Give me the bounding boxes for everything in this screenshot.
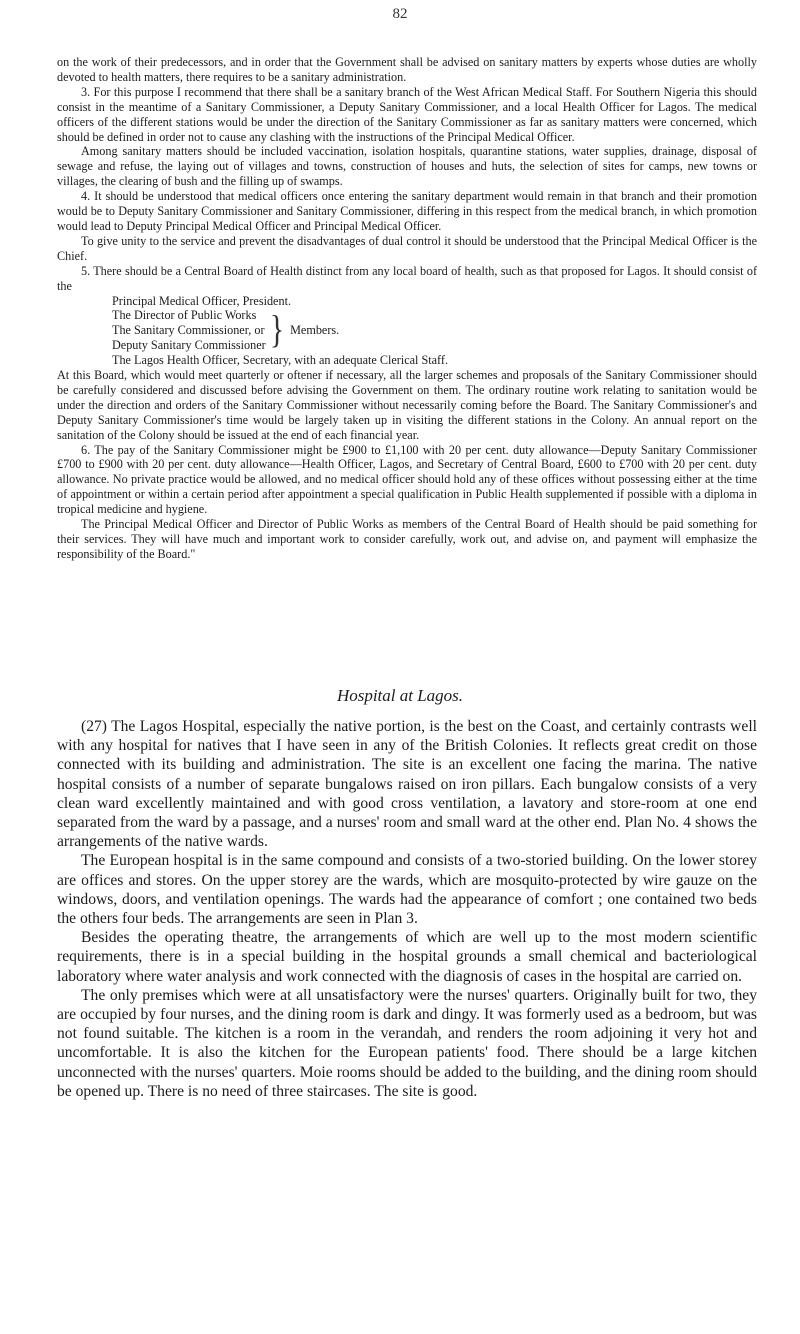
board-members-label: Members. — [290, 323, 340, 338]
board-members-group — [112, 308, 757, 353]
page-number: 82 — [392, 6, 408, 22]
board-secretary: The Lagos Health Officer, Secretary, with an adequate Clerical Staff. — [112, 353, 448, 368]
board-composition-list — [112, 294, 757, 369]
paragraph-5-board-duties: At this Board, which would meet quarterly or oftener if necessary, all the larger schemes and proposals of the Sanitary Commissioner should be carefully considered and discussed before advising the Government on them. The ordinary routine work relating to sanitation would be under the direction and orders of the Sanitary Commissioner without necessarily coming before the Board. The Sanitary Commissioner's and Deputy Sanitary Commissioner's time would be largely taken up in visiting the different stations in the Colony. An annual report on the sanitation of the Colony should be issued at the end of each financial year. — [57, 368, 757, 442]
paragraph-5: 5. There should be a Central Board of Health distinct from any local board of health, such as that proposed for Lagos. It should consist of the — [57, 263, 757, 293]
board-member-public-works: The Director of Public Works — [112, 308, 257, 323]
paragraph-3-sanitary-matters: Among sanitary matters should be included vaccination, isolation hospitals, quarantine stations, water supplies, drainage, disposal of sewage and refuse, the laying out of villages and towns, construction of houses and huts, the selection of sites for camps, new towns or villages, the clearing of bush and the filling up of swamps. — [57, 144, 757, 189]
paragraph-6: 6. The pay of the Sanitary Commissioner might be £900 to £1,100 with 20 per cent. duty allowance—Deputy Sanitary Commissioner £700 to £900 with 20 per cent. duty allowance—Health Officer, Lagos, and Secretary of Central Board, £600 to £700 with 20 per cent. duty allowance. No private practice would be allowed, and no medical officer should hold any of these offices without possessing either at the time of appointment or within a certain period after appointment a special qualification in Public Health supplemented if possible with a diploma in tropical medicine and hygiene. — [57, 442, 757, 517]
paragraph-european-hospital: The European hospital is in the same compound and consists of a two-storied building. On the lower storey are offices and stores. On the upper storey are the wards, which are mosquito-protected by wire gauze on the windows, doors, and ventilation openings. The wards had the appearance of comfort ; one contained two beds the others four beds. The arrangements are seen in Plan 3. — [57, 852, 757, 928]
brace-icon: } — [269, 308, 285, 352]
paragraph-intro: on the work of their predecessors, and in order that the Government shall be advised on sanitary matters by experts whose duties are wholly devoted to health matters, there requires to be a sanitary administration. — [57, 55, 757, 84]
paragraph-6-payment: The Principal Medical Officer and Director of Public Works as members of the Central Board of Health should be paid something for their services. They will have much and important work to consider carefully, work out, and advise on, and payment will emphasize the responsibility of the Board." — [57, 517, 757, 561]
board-member-deputy-commissioner: Deputy Sanitary Commissioner — [112, 338, 266, 353]
board-president: Principal Medical Officer, President. — [112, 293, 291, 308]
hospital-section — [57, 717, 757, 1101]
paragraph-3: 3. For this purpose I recommend that there shall be a sanitary branch of the West African Medical Staff. For Southern Nigeria this should consist in the meantime of a Sanitary Commissioner, a Deputy Sanitary Commissioner, and a local Health Officer for Lagos. The medical officers of the different stations would be under the direction of the Sanitary Commissioner as far as sanitary matters were concerned, which should be defined in order not to cause any clashing with the instructions of the Principal Medical Officer. — [57, 84, 757, 144]
paragraph-4: 4. It should be understood that medical officers once entering the sanitary department would remain in that branch and their promotion would be to Deputy Sanitary Commissioner and Sanitary Commissioner, differing in this respect from the medical branch, in which promotion would lead to Deputy Principal Medical Officer and Principal Medical Officer. — [57, 189, 757, 233]
paragraph-4-unity: To give unity to the service and prevent the disadvantages of dual control it should be understood that the Principal Medical Officer is the Chief. — [57, 233, 757, 263]
paragraph-nurses-quarters: The only premises which were at all unsatisfactory were the nurses' quarters. Originally built for two, they are occupied by four nurses, and the dining room is dark and dingy. It was formerly used as a bedroom, but was not found suitable. The kitchen is a room in the verandah, and renders the room adjoining it very hot and uncomfortable. It is also the kitchen for the European patients' food. There should be a large kitchen unconnected with the nurses' quarters. Moie rooms should be added to the building, and the dining room should be opened up. There is no need of three staircases. The site is good. — [57, 986, 757, 1100]
board-member-sanitary-commissioner: The Sanitary Commissioner, or — [112, 323, 265, 338]
paragraph-operating-theatre: Besides the operating theatre, the arrangements of which are well up to the most modern scientific requirements, there is in a special building in the hospital grounds a small chemical and bacteriological laboratory where water analysis and work connected with the diagnosis of cases in the hospital are carried on. — [57, 929, 757, 985]
section-heading: Hospital at Lagos. — [336, 686, 464, 705]
paragraph-27: (27) The Lagos Hospital, especially the native portion, is the best on the Coast, and certainly contrasts well with any hospital for natives that I have seen in any of the British Colonies. It reflects great credit on those connected with its building and administration. The site is an excellent one facing the marina. The native hospital consists of a number of separate bungalows raised on iron pillars. Each bungalow consists of a very clean ward excellently maintained and with good cross ventilation, a lavatory and store-room at one end separated from the ward by a passage, and a nurses' room and small ward at the other end. Plan No. 4 shows the arrangements of the native wards. — [57, 718, 757, 851]
recommendations-section — [57, 55, 757, 562]
